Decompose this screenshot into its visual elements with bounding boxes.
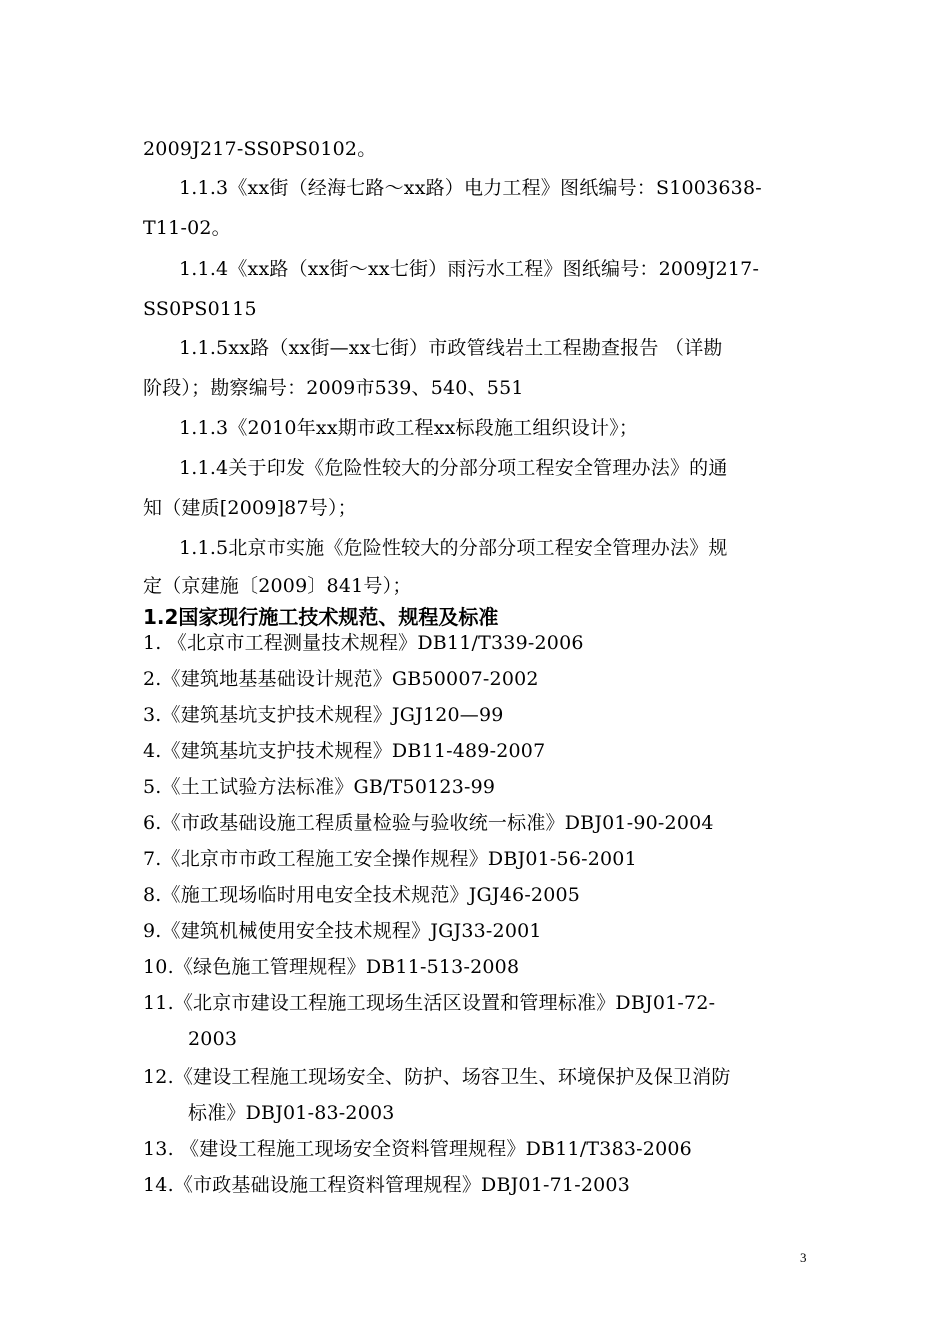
standard-item: 7.《北京市市政工程施工安全操作规程》DBJ01-56-2001: [143, 848, 637, 870]
standard-item: 2.《建筑地基基础设计规范》GB50007-2002: [143, 668, 539, 690]
prelude-line: 1.1.4《xx路（xx街～xx七街）雨污水工程》图纸编号：2009J217-: [179, 258, 760, 280]
standard-item: 6.《市政基础设施工程质量检验与验收统一标准》DBJ01-90-2004: [143, 812, 714, 834]
standard-item: 5.《土工试验方法标准》GB/T50123-99: [143, 776, 496, 798]
prelude-line: 1.1.3《2010年xx期市政工程xx标段施工组织设计》；: [179, 417, 639, 439]
section-heading: 1.2国家现行施工技术规范、规程及标准: [143, 605, 499, 629]
prelude-line: 1.1.5北京市实施《危险性较大的分部分项工程安全管理办法》规: [179, 537, 728, 559]
prelude-line: 知（建质[2009]87号）；: [143, 497, 357, 519]
standard-item: 11.《北京市建设工程施工现场生活区设置和管理标准》DBJ01-72-: [143, 992, 716, 1014]
standard-item: 12.《建设工程施工现场安全、防护、场容卫生、环境保护及保卫消防: [143, 1066, 731, 1088]
prelude-line: 2009J217-SS0PS0102。: [143, 138, 377, 160]
standard-item: 10.《绿色施工管理规程》DB11-513-2008: [143, 956, 520, 978]
standard-item: 4.《建筑基坑支护技术规程》DB11-489-2007: [143, 740, 546, 762]
prelude-line: 1.1.5xx路（xx街—xx七街）市政管线岩土工程勘查报告 （详勘: [179, 337, 723, 359]
prelude-line: 1.1.4关于印发《危险性较大的分部分项工程安全管理办法》的通: [179, 457, 728, 479]
prelude-line: 阶段）；勘察编号：2009市539、540、551: [143, 377, 524, 399]
standard-item-continuation: 标准》DBJ01-83-2003: [188, 1102, 395, 1124]
page-number: 3: [800, 1250, 807, 1265]
standard-item: 8.《施工现场临时用电安全技术规范》JGJ46-2005: [143, 884, 581, 906]
standard-item: 1. 《北京市工程测量技术规程》DB11/T339-2006: [143, 632, 584, 654]
prelude-line: 定（京建施〔2009〕841号）；: [143, 575, 412, 597]
standard-item: 13. 《建设工程施工现场安全资料管理规程》DB11/T383-2006: [143, 1138, 692, 1160]
standard-item: 3.《建筑基坑支护技术规程》JGJ120—99: [143, 704, 504, 726]
prelude-line: 1.1.3《xx街（经海七路～xx路）电力工程》图纸编号：S1003638-: [179, 177, 762, 199]
prelude-line: SS0PS0115: [143, 298, 257, 320]
standard-item: 14.《市政基础设施工程资料管理规程》DBJ01-71-2003: [143, 1174, 630, 1196]
standard-item: 9.《建筑机械使用安全技术规程》JGJ33-2001: [143, 920, 542, 942]
prelude-line: T11-02。: [143, 217, 231, 239]
standard-item-continuation: 2003: [188, 1028, 238, 1050]
